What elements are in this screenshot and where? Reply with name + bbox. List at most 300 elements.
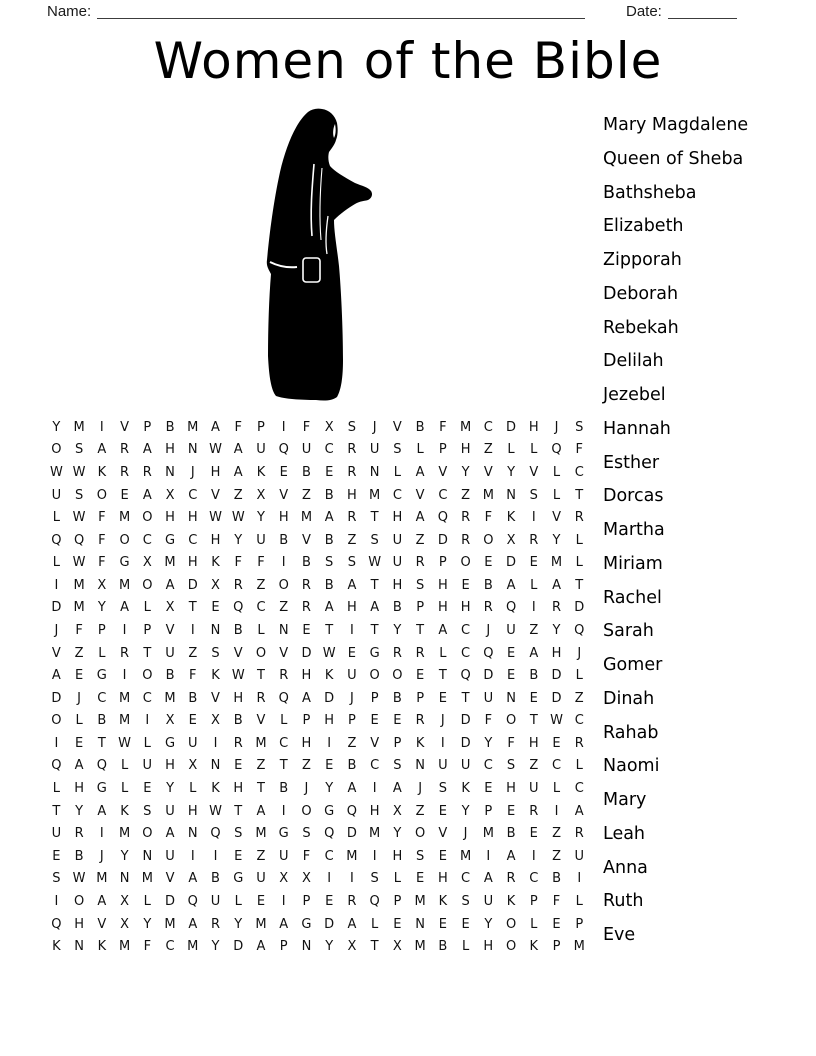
grid-letter[interactable]: W — [231, 510, 245, 526]
grid-letter[interactable]: F — [302, 419, 311, 435]
grid-letter[interactable]: T — [370, 510, 379, 526]
grid-letter[interactable]: P — [393, 735, 402, 751]
grid-letter[interactable]: E — [416, 668, 425, 684]
grid-letter[interactable]: O — [142, 510, 153, 526]
grid-letter[interactable]: H — [278, 510, 289, 526]
grid-letter[interactable]: R — [415, 645, 425, 661]
grid-letter[interactable]: Z — [279, 600, 289, 616]
grid-letter[interactable]: M — [96, 871, 108, 887]
grid-letter[interactable]: Y — [393, 826, 402, 842]
grid-letter[interactable]: J — [349, 690, 354, 706]
grid-letter[interactable]: I — [531, 848, 536, 864]
grid-letter[interactable]: E — [529, 826, 538, 842]
grid-letter[interactable]: C — [279, 735, 289, 751]
grid-letter[interactable]: U — [483, 893, 494, 909]
grid-letter[interactable]: Y — [552, 532, 561, 548]
grid-letter[interactable]: Y — [234, 916, 243, 932]
grid-letter[interactable]: E — [325, 893, 334, 909]
grid-letter[interactable]: Y — [552, 622, 561, 638]
grid-letter[interactable]: H — [460, 600, 471, 616]
grid-letter[interactable]: O — [96, 487, 107, 503]
grid-letter[interactable]: W — [231, 668, 245, 684]
grid-letter[interactable]: L — [143, 600, 151, 616]
grid-letter[interactable]: E — [529, 690, 538, 706]
grid-letter[interactable]: O — [505, 713, 517, 729]
grid-letter[interactable]: G — [324, 803, 335, 819]
grid-letter[interactable]: C — [461, 645, 471, 661]
grid-letter[interactable]: O — [505, 939, 517, 955]
grid-letter[interactable]: O — [392, 668, 403, 684]
grid-letter[interactable]: C — [461, 622, 471, 638]
grid-letter[interactable]: X — [120, 893, 130, 909]
grid-letter[interactable]: S — [347, 419, 357, 435]
grid-letter[interactable]: O — [369, 668, 380, 684]
grid-letter[interactable]: A — [120, 600, 130, 616]
grid-letter[interactable]: C — [97, 690, 107, 706]
grid-letter[interactable]: Q — [574, 622, 585, 638]
grid-letter[interactable]: V — [279, 487, 289, 503]
grid-letter[interactable]: B — [324, 532, 334, 548]
grid-letter[interactable]: S — [415, 848, 425, 864]
grid-letter[interactable]: B — [188, 690, 198, 706]
grid-letter[interactable]: B — [506, 826, 516, 842]
grid-letter[interactable]: O — [142, 668, 153, 684]
grid-letter[interactable]: E — [552, 735, 561, 751]
grid-letter[interactable]: O — [51, 442, 62, 458]
grid-letter[interactable]: N — [119, 871, 130, 887]
grid-letter[interactable]: I — [54, 577, 59, 593]
grid-letter[interactable]: X — [165, 487, 175, 503]
grid-letter[interactable]: P — [416, 600, 425, 616]
grid-letter[interactable]: E — [506, 645, 516, 661]
grid-letter[interactable]: T — [461, 690, 470, 706]
grid-letter[interactable]: N — [210, 758, 221, 774]
grid-letter[interactable]: L — [416, 442, 424, 458]
grid-letter[interactable]: R — [415, 713, 425, 729]
grid-letter[interactable]: O — [142, 826, 153, 842]
grid-letter[interactable]: I — [327, 871, 332, 887]
grid-letter[interactable]: K — [529, 939, 539, 955]
grid-letter[interactable]: M — [187, 419, 199, 435]
grid-letter[interactable]: F — [484, 713, 493, 729]
grid-letter[interactable]: V — [211, 690, 220, 706]
grid-letter[interactable]: U — [506, 622, 516, 638]
grid-letter[interactable]: I — [486, 848, 491, 864]
grid-letter[interactable]: H — [187, 803, 198, 819]
grid-letter[interactable]: M — [118, 577, 131, 593]
grid-letter[interactable]: M — [300, 510, 313, 526]
grid-letter[interactable]: U — [347, 668, 357, 684]
grid-letter[interactable]: M — [255, 826, 267, 842]
grid-letter[interactable]: L — [530, 577, 538, 593]
grid-letter[interactable]: H — [551, 645, 562, 661]
grid-letter[interactable]: A — [233, 442, 243, 458]
grid-letter[interactable]: E — [552, 916, 561, 932]
grid-letter[interactable]: Z — [574, 690, 584, 706]
grid-letter[interactable]: S — [143, 803, 152, 819]
grid-letter[interactable]: K — [256, 464, 266, 480]
grid-letter[interactable]: C — [574, 713, 584, 729]
grid-letter[interactable]: M — [73, 419, 85, 435]
grid-letter[interactable]: Y — [461, 464, 470, 480]
grid-letter[interactable]: A — [211, 419, 220, 435]
grid-letter[interactable]: I — [281, 419, 286, 435]
grid-letter[interactable]: A — [552, 577, 561, 593]
grid-letter[interactable]: K — [211, 555, 220, 571]
grid-letter[interactable]: B — [347, 758, 357, 774]
grid-letter[interactable]: Q — [96, 758, 107, 774]
grid-letter[interactable]: R — [120, 645, 130, 661]
grid-letter[interactable]: V — [415, 487, 425, 503]
grid-letter[interactable]: Q — [51, 532, 62, 548]
grid-letter[interactable]: Q — [210, 826, 221, 842]
grid-letter[interactable]: A — [415, 510, 425, 526]
grid-letter[interactable]: L — [120, 758, 129, 774]
grid-letter[interactable]: A — [529, 645, 539, 661]
grid-letter[interactable]: R — [529, 803, 539, 819]
grid-letter[interactable]: I — [54, 735, 59, 751]
grid-letter[interactable]: E — [120, 487, 129, 503]
grid-letter[interactable]: F — [143, 939, 152, 955]
grid-letter[interactable]: A — [142, 487, 152, 503]
grid-letter[interactable]: U — [51, 826, 62, 842]
grid-letter[interactable]: L — [461, 939, 470, 955]
grid-letter[interactable]: E — [234, 848, 243, 864]
grid-letter[interactable]: H — [210, 464, 221, 480]
grid-letter[interactable]: L — [52, 781, 60, 797]
grid-letter[interactable]: C — [188, 532, 198, 548]
grid-letter[interactable]: Q — [551, 442, 562, 458]
grid-letter[interactable]: V — [165, 871, 175, 887]
grid-letter[interactable]: T — [234, 803, 243, 819]
grid-letter[interactable]: Q — [187, 893, 198, 909]
grid-letter[interactable]: I — [145, 713, 150, 729]
grid-letter[interactable]: Z — [74, 645, 84, 661]
grid-letter[interactable]: K — [211, 668, 220, 684]
grid-letter[interactable]: B — [233, 713, 243, 729]
grid-letter[interactable]: F — [75, 622, 83, 638]
grid-letter[interactable]: F — [507, 735, 515, 751]
grid-letter[interactable]: R — [347, 893, 357, 909]
grid-letter[interactable]: H — [187, 555, 198, 571]
grid-letter[interactable]: I — [99, 419, 104, 435]
grid-letter[interactable]: S — [506, 758, 516, 774]
grid-letter[interactable]: L — [530, 442, 538, 458]
grid-letter[interactable]: S — [575, 419, 584, 435]
grid-letter[interactable]: N — [506, 690, 516, 706]
grid-letter[interactable]: V — [279, 645, 289, 661]
grid-letter[interactable]: S — [370, 871, 379, 887]
grid-letter[interactable]: P — [529, 893, 538, 909]
grid-letter[interactable]: S — [529, 487, 538, 503]
grid-letter[interactable]: N — [187, 826, 198, 842]
grid-letter[interactable]: U — [210, 893, 221, 909]
grid-letter[interactable]: Z — [552, 826, 561, 842]
grid-letter[interactable]: L — [552, 781, 561, 797]
grid-letter[interactable]: I — [281, 803, 286, 819]
grid-letter[interactable]: G — [278, 826, 289, 842]
grid-letter[interactable]: Z — [301, 487, 311, 503]
grid-letter[interactable]: U — [142, 758, 153, 774]
grid-letter[interactable]: Z — [301, 758, 311, 774]
grid-letter[interactable]: E — [438, 848, 447, 864]
grid-letter[interactable]: X — [347, 939, 357, 955]
grid-letter[interactable]: E — [416, 871, 425, 887]
grid-letter[interactable]: E — [325, 464, 334, 480]
grid-letter[interactable]: M — [255, 735, 267, 751]
grid-letter[interactable]: M — [482, 487, 494, 503]
grid-letter[interactable]: L — [234, 893, 242, 909]
grid-letter[interactable]: U — [574, 848, 585, 864]
grid-letter[interactable]: J — [463, 826, 468, 842]
grid-letter[interactable]: Y — [393, 622, 402, 638]
grid-letter[interactable]: A — [324, 600, 334, 616]
grid-letter[interactable]: V — [256, 713, 266, 729]
grid-letter[interactable]: P — [143, 622, 152, 638]
grid-letter[interactable]: Y — [234, 532, 243, 548]
grid-letter[interactable]: H — [392, 577, 403, 593]
grid-letter[interactable]: L — [552, 487, 561, 503]
grid-letter[interactable]: I — [122, 668, 127, 684]
grid-letter[interactable]: V — [483, 464, 493, 480]
grid-letter[interactable]: C — [551, 758, 562, 774]
grid-letter[interactable]: P — [279, 939, 288, 955]
grid-letter[interactable]: W — [49, 464, 63, 480]
grid-letter[interactable]: J — [486, 622, 491, 638]
grid-letter[interactable]: L — [393, 871, 401, 887]
grid-letter[interactable]: G — [301, 916, 312, 932]
grid-letter[interactable]: J — [99, 848, 104, 864]
grid-letter[interactable]: F — [484, 510, 493, 526]
grid-letter[interactable]: Y — [484, 735, 493, 751]
grid-letter[interactable]: L — [371, 916, 379, 932]
grid-letter[interactable]: Q — [73, 532, 85, 548]
grid-letter[interactable]: Z — [256, 848, 266, 864]
grid-letter[interactable]: H — [301, 668, 312, 684]
grid-letter[interactable]: H — [392, 510, 403, 526]
grid-letter[interactable]: C — [324, 848, 334, 864]
grid-letter[interactable]: O — [142, 577, 153, 593]
grid-letter[interactable]: B — [324, 577, 334, 593]
grid-letter[interactable]: E — [438, 690, 447, 706]
grid-letter[interactable]: H — [187, 510, 198, 526]
grid-letter[interactable]: J — [77, 690, 82, 706]
grid-letter[interactable]: D — [346, 826, 357, 842]
grid-letter[interactable]: M — [369, 487, 381, 503]
grid-letter[interactable]: S — [74, 442, 84, 458]
grid-letter[interactable]: P — [416, 690, 425, 706]
grid-letter[interactable]: G — [96, 781, 107, 797]
grid-letter[interactable]: W — [72, 555, 86, 571]
grid-letter[interactable]: U — [460, 758, 471, 774]
grid-letter[interactable]: I — [54, 893, 59, 909]
grid-letter[interactable]: S — [74, 487, 84, 503]
grid-letter[interactable]: M — [459, 419, 472, 435]
grid-letter[interactable]: X — [392, 803, 402, 819]
grid-letter[interactable]: I — [372, 848, 377, 864]
grid-letter[interactable]: D — [165, 893, 176, 909]
grid-letter[interactable]: K — [97, 939, 107, 955]
grid-letter[interactable]: V — [51, 645, 61, 661]
grid-letter[interactable]: P — [302, 893, 311, 909]
grid-letter[interactable]: M — [255, 916, 267, 932]
grid-letter[interactable]: S — [393, 758, 402, 774]
grid-letter[interactable]: M — [118, 690, 131, 706]
grid-letter[interactable]: E — [74, 668, 84, 684]
grid-letter[interactable]: D — [51, 690, 62, 706]
grid-letter[interactable]: T — [97, 735, 106, 751]
grid-letter[interactable]: T — [575, 577, 584, 593]
grid-letter[interactable]: A — [165, 826, 175, 842]
grid-letter[interactable]: E — [506, 803, 516, 819]
grid-letter[interactable]: A — [188, 871, 198, 887]
grid-letter[interactable]: D — [437, 532, 448, 548]
grid-letter[interactable]: G — [165, 532, 176, 548]
grid-letter[interactable]: X — [256, 487, 266, 503]
grid-letter[interactable]: H — [165, 442, 175, 458]
grid-letter[interactable]: U — [256, 532, 266, 548]
grid-letter[interactable]: V — [438, 826, 448, 842]
grid-letter[interactable]: D — [187, 577, 198, 593]
grid-letter[interactable]: T — [438, 668, 447, 684]
grid-letter[interactable]: V — [301, 532, 311, 548]
grid-letter[interactable]: F — [552, 893, 561, 909]
grid-letter[interactable]: O — [255, 645, 267, 661]
grid-letter[interactable]: T — [279, 758, 288, 774]
grid-letter[interactable]: I — [372, 781, 377, 797]
grid-letter[interactable]: I — [99, 826, 104, 842]
grid-letter[interactable]: A — [347, 577, 357, 593]
grid-letter[interactable]: H — [233, 781, 244, 797]
grid-letter[interactable]: W — [72, 464, 86, 480]
grid-letter[interactable]: S — [415, 577, 425, 593]
grid-letter[interactable]: E — [461, 916, 470, 932]
grid-letter[interactable]: H — [437, 600, 448, 616]
grid-letter[interactable]: O — [483, 532, 494, 548]
grid-letter[interactable]: T — [370, 939, 379, 955]
grid-letter[interactable]: R — [552, 600, 562, 616]
grid-letter[interactable]: H — [324, 713, 335, 729]
grid-letter[interactable]: C — [142, 690, 152, 706]
grid-letter[interactable]: B — [301, 464, 311, 480]
grid-letter[interactable]: I — [531, 600, 536, 616]
grid-letter[interactable]: K — [324, 668, 334, 684]
grid-letter[interactable]: Y — [484, 916, 493, 932]
grid-letter[interactable]: P — [575, 916, 584, 932]
grid-letter[interactable]: H — [74, 916, 84, 932]
grid-letter[interactable]: K — [52, 939, 61, 955]
grid-letter[interactable]: A — [301, 690, 311, 706]
grid-letter[interactable]: X — [279, 871, 289, 887]
grid-letter[interactable]: M — [141, 871, 153, 887]
grid-letter[interactable]: H — [528, 419, 539, 435]
grid-letter[interactable]: S — [234, 826, 243, 842]
grid-letter[interactable]: E — [52, 848, 61, 864]
grid-letter[interactable]: E — [484, 555, 493, 571]
grid-letter[interactable]: L — [575, 532, 583, 548]
grid-letter[interactable]: C — [483, 758, 493, 774]
grid-letter[interactable]: E — [370, 713, 379, 729]
grid-letter[interactable]: A — [347, 916, 357, 932]
grid-letter[interactable]: N — [187, 442, 198, 458]
grid-letter[interactable]: X — [188, 758, 198, 774]
grid-letter[interactable]: P — [97, 622, 106, 638]
grid-letter[interactable]: Y — [325, 939, 334, 955]
grid-letter[interactable]: L — [257, 622, 265, 638]
grid-letter[interactable]: U — [369, 442, 380, 458]
grid-letter[interactable]: D — [324, 690, 335, 706]
grid-letter[interactable]: D — [233, 939, 244, 955]
grid-letter[interactable]: J — [372, 419, 377, 435]
grid-letter[interactable]: R — [529, 532, 539, 548]
grid-letter[interactable]: F — [257, 555, 265, 571]
grid-letter[interactable]: U — [165, 803, 175, 819]
grid-letter[interactable]: O — [460, 555, 471, 571]
grid-letter[interactable]: Z — [347, 532, 357, 548]
grid-letter[interactable]: P — [393, 893, 402, 909]
grid-letter[interactable]: H — [483, 939, 494, 955]
grid-letter[interactable]: M — [118, 510, 131, 526]
grid-letter[interactable]: R — [461, 510, 471, 526]
grid-letter[interactable]: A — [233, 464, 243, 480]
grid-letter[interactable]: D — [460, 735, 471, 751]
grid-letter[interactable]: Y — [325, 781, 334, 797]
grid-letter[interactable]: M — [550, 555, 563, 571]
grid-letter[interactable]: O — [119, 532, 130, 548]
grid-letter[interactable]: M — [414, 939, 426, 955]
grid-letter[interactable]: T — [575, 487, 584, 503]
grid-letter[interactable]: Z — [529, 622, 539, 638]
grid-letter[interactable]: Z — [256, 577, 266, 593]
grid-letter[interactable]: D — [506, 419, 517, 435]
grid-letter[interactable]: I — [577, 871, 582, 887]
grid-letter[interactable]: B — [529, 668, 539, 684]
grid-letter[interactable]: B — [415, 419, 425, 435]
grid-letter[interactable]: D — [301, 645, 312, 661]
grid-letter[interactable]: T — [416, 622, 425, 638]
grid-letter[interactable]: E — [302, 622, 311, 638]
grid-letter[interactable]: T — [529, 713, 538, 729]
grid-letter[interactable]: Q — [51, 758, 62, 774]
grid-letter[interactable]: U — [188, 735, 198, 751]
grid-letter[interactable]: R — [415, 555, 425, 571]
grid-letter[interactable]: V — [233, 645, 243, 661]
grid-letter[interactable]: R — [210, 916, 221, 932]
grid-letter[interactable]: D — [324, 916, 335, 932]
grid-letter[interactable]: U — [392, 532, 403, 548]
grid-letter[interactable]: S — [461, 893, 470, 909]
grid-letter[interactable]: A — [506, 848, 516, 864]
grid-letter[interactable]: R — [256, 690, 266, 706]
grid-letter[interactable]: Y — [97, 600, 106, 616]
grid-letter[interactable]: A — [392, 781, 402, 797]
grid-letter[interactable]: Z — [415, 532, 425, 548]
grid-letter[interactable]: A — [51, 668, 61, 684]
grid-letter[interactable]: S — [370, 532, 379, 548]
grid-letter[interactable]: T — [257, 781, 265, 797]
grid-letter[interactable]: H — [369, 803, 380, 819]
grid-letter[interactable]: E — [325, 758, 334, 774]
grid-letter[interactable]: I — [281, 893, 286, 909]
grid-letter[interactable]: C — [574, 464, 584, 480]
grid-letter[interactable]: U — [483, 690, 494, 706]
grid-letter[interactable]: Z — [188, 645, 198, 661]
grid-letter[interactable]: S — [393, 442, 402, 458]
grid-letter[interactable]: V — [120, 419, 130, 435]
grid-letter[interactable]: L — [393, 464, 401, 480]
grid-letter[interactable]: R — [120, 464, 130, 480]
grid-letter[interactable]: H — [233, 690, 244, 706]
